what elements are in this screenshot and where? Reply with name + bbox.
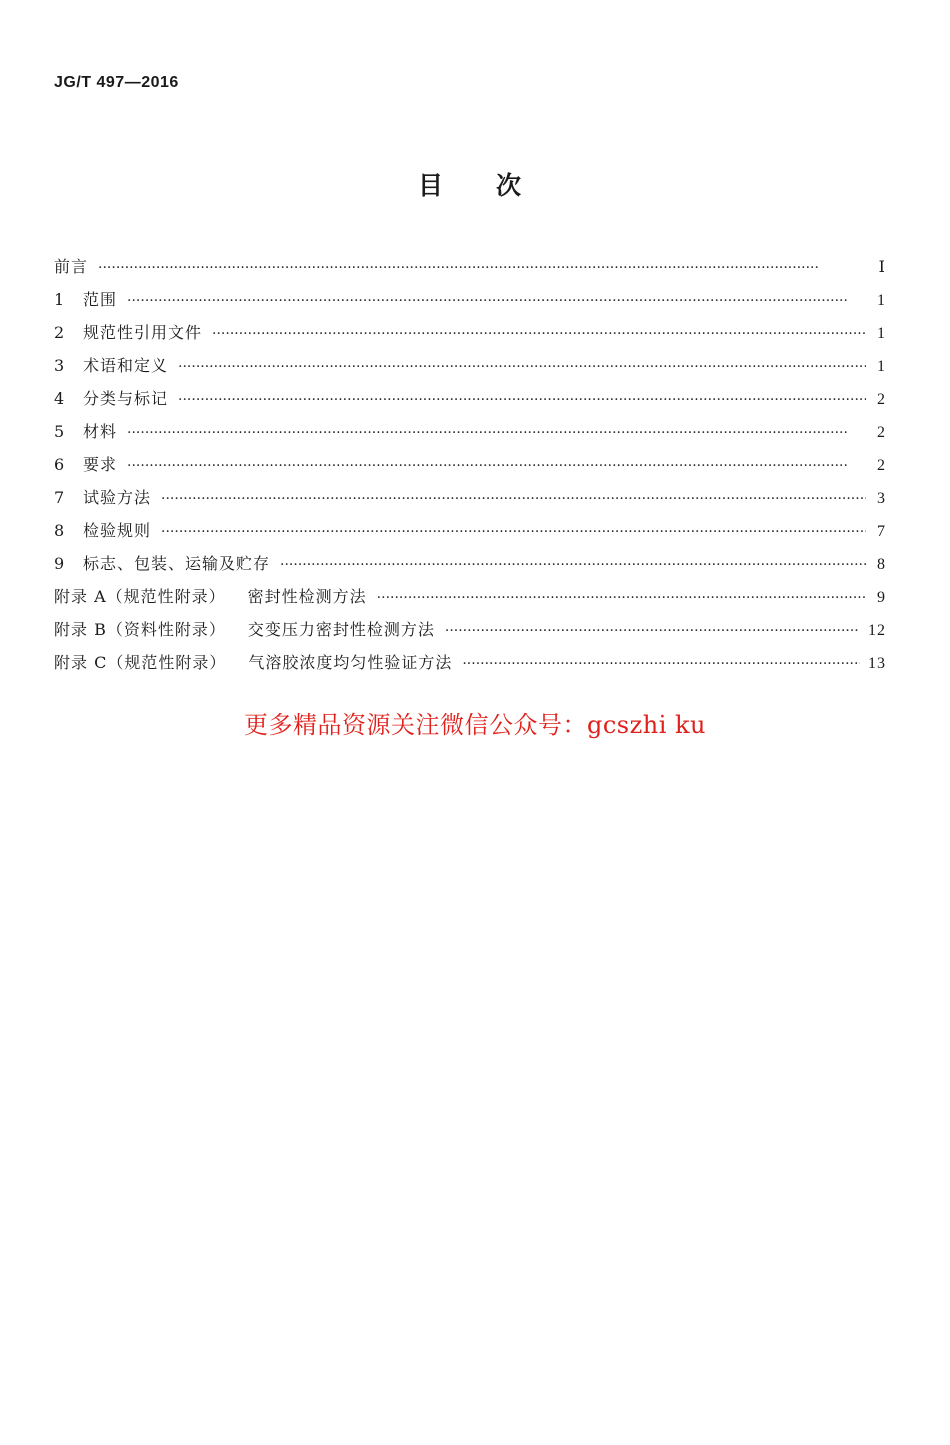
toc-entry-page: 2 bbox=[877, 424, 886, 441]
toc-entry-page: 1 bbox=[877, 292, 886, 309]
toc-entry-label: 附录 B（资料性附录） bbox=[54, 620, 226, 639]
toc-entry-number: 5 bbox=[54, 422, 66, 441]
toc-entry-label: 要求 bbox=[83, 455, 118, 474]
toc-entry-1[interactable] bbox=[54, 286, 886, 319]
toc-entry-number: 3 bbox=[54, 356, 66, 375]
toc-entry-number: 6 bbox=[54, 455, 66, 474]
toc-entry-number: 9 bbox=[54, 554, 66, 573]
toc-entry-appendix-a[interactable] bbox=[54, 583, 886, 616]
toc-entry-3[interactable] bbox=[54, 352, 886, 385]
toc-entry-8[interactable] bbox=[54, 517, 886, 550]
toc-entry-label: 术语和定义 bbox=[83, 356, 169, 375]
toc-entry-appendix-b[interactable] bbox=[54, 616, 886, 649]
toc-entry-number: 2 bbox=[54, 323, 66, 342]
toc-leader-dots bbox=[161, 518, 866, 546]
toc-entry-4[interactable] bbox=[54, 385, 886, 418]
toc-entry-subtitle: 密封性检测方法 bbox=[247, 587, 367, 606]
toc-entry-page: 1 bbox=[877, 325, 886, 342]
toc-entry-number: 1 bbox=[54, 290, 66, 309]
toc-entry-foreword[interactable] bbox=[54, 253, 886, 286]
toc-entry-page: 1 bbox=[877, 358, 886, 375]
toc-entry-page: 13 bbox=[868, 655, 886, 672]
toc-entry-7[interactable] bbox=[54, 484, 886, 517]
toc-entry-label: 附录 C（规范性附录） bbox=[54, 653, 227, 672]
toc-leader-dots bbox=[178, 386, 866, 414]
toc-entry-label: 材料 bbox=[83, 422, 118, 441]
toc-entry-label: 分类与标记 bbox=[83, 389, 169, 408]
toc-entry-9[interactable] bbox=[54, 550, 886, 583]
toc-entry-page: 9 bbox=[877, 589, 886, 606]
watermark-text: 更多精品资源关注微信公众号：gcszhi ku bbox=[243, 711, 707, 739]
toc-entry-label: 范围 bbox=[83, 290, 118, 309]
toc-leader-dots bbox=[161, 485, 866, 513]
toc-leader-dots bbox=[127, 419, 866, 447]
toc-entry-label: 试验方法 bbox=[83, 488, 152, 507]
toc-leader-dots bbox=[280, 551, 866, 579]
toc-leader-dots bbox=[212, 320, 866, 348]
toc-entry-number: 7 bbox=[54, 488, 66, 507]
toc-title: 目 次 bbox=[417, 171, 522, 200]
toc-entry-2[interactable] bbox=[54, 319, 886, 352]
toc-entry-page: 8 bbox=[877, 556, 886, 573]
toc-entry-page: 7 bbox=[877, 523, 886, 540]
toc-entry-page: 3 bbox=[877, 490, 886, 507]
toc-entry-number: 8 bbox=[54, 521, 66, 540]
toc-leader-dots bbox=[377, 584, 866, 612]
toc-entry-label: 标志、包装、运输及贮存 bbox=[83, 554, 271, 573]
toc-entry-subtitle: 气溶胶浓度均匀性验证方法 bbox=[248, 653, 453, 672]
toc-leader-dots bbox=[462, 650, 860, 678]
toc-leader-dots bbox=[178, 353, 866, 381]
toc-entry-appendix-c[interactable] bbox=[54, 649, 886, 682]
toc-entry-page: 2 bbox=[877, 391, 886, 408]
standard-code: JG/T 497—2016 bbox=[54, 74, 179, 91]
toc-leader-dots bbox=[127, 452, 866, 480]
toc-entry-label: 附录 A（规范性附录） bbox=[54, 587, 226, 606]
toc-leader-dots bbox=[127, 287, 866, 315]
toc-entry-number: 4 bbox=[54, 389, 66, 408]
toc-entry-6[interactable] bbox=[54, 451, 886, 484]
toc-entry-5[interactable] bbox=[54, 418, 886, 451]
toc-entry-page: Ⅰ bbox=[878, 259, 886, 276]
toc-entry-label: 前言 bbox=[54, 257, 89, 276]
toc-entry-label: 规范性引用文件 bbox=[83, 323, 203, 342]
table-of-contents bbox=[54, 253, 886, 682]
toc-entry-page: 12 bbox=[868, 622, 886, 639]
toc-leader-dots bbox=[98, 254, 866, 282]
toc-entry-label: 检验规则 bbox=[83, 521, 152, 540]
toc-leader-dots bbox=[445, 617, 860, 645]
toc-entry-page: 2 bbox=[877, 457, 886, 474]
toc-entry-subtitle: 交变压力密封性检测方法 bbox=[247, 620, 435, 639]
